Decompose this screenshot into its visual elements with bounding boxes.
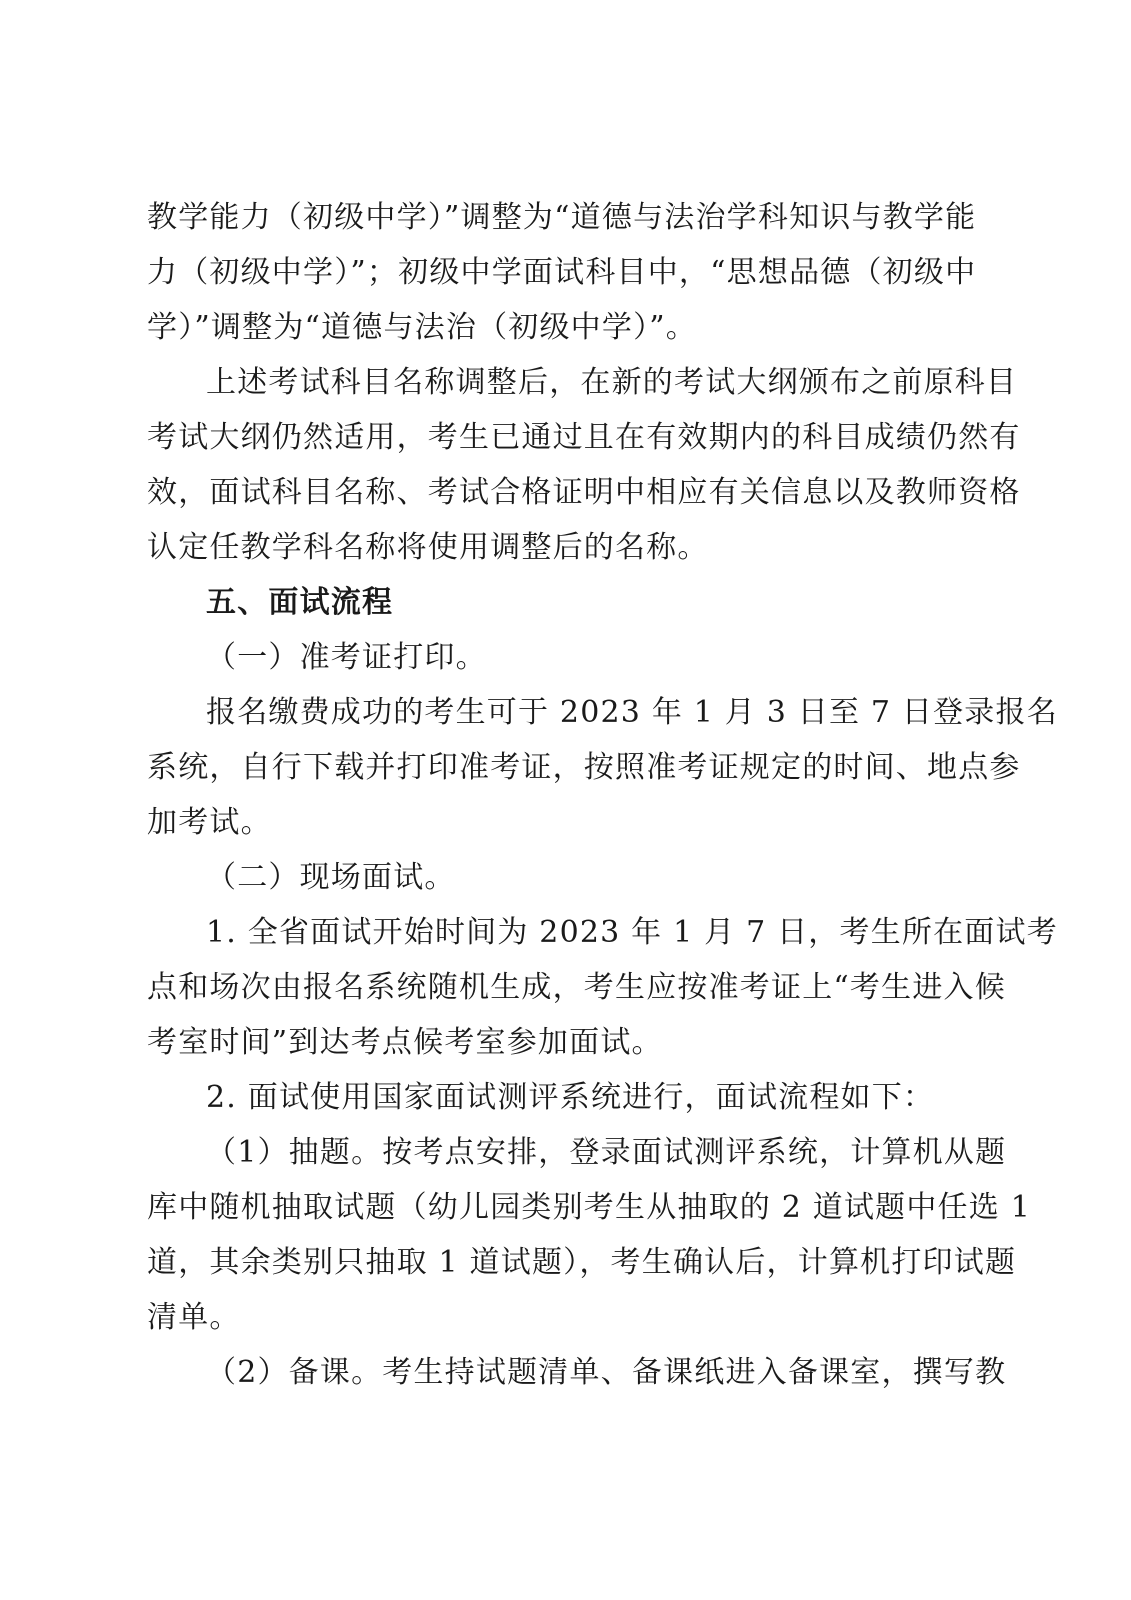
text-line: 道，其余类别只抽取 1 道试题），考生确认后，计算机打印试题 [147,1245,1017,1280]
text-line: 认定任教学科名称将使用调整后的名称。 [147,530,709,565]
paragraph-start-line: （1）抽题。按考点安排，登录面试测评系统，计算机从题 [206,1135,1007,1170]
text-line: 力（初级中学）”；初级中学面试科目中，“思想品德（初级中 [147,255,977,290]
subsection-heading: （一）准考证打印。 [206,640,487,675]
text-line: 考试大纲仍然适用，考生已通过且在有效期内的科目成绩仍然有 [147,420,1021,455]
section-heading: 五、面试流程 [206,585,394,620]
paragraph-start-line: 上述考试科目名称调整后，在新的考试大纲颁布之前原科目 [206,365,1018,400]
text-line: 加考试。 [147,805,272,840]
text-line: 教学能力（初级中学）”调整为“道德与法治学科知识与教学能 [147,200,977,235]
text-line: 点和场次由报名系统随机生成，考生应按准考证上“考生进入候 [147,970,1006,1005]
text-line: 效，面试科目名称、考试合格证明中相应有关信息以及教师资格 [147,475,1021,510]
subsection-heading: （二）现场面试。 [206,860,456,895]
text-line: 学）”调整为“道德与法治（初级中学）”。 [147,310,698,345]
paragraph-start-line: 2. 面试使用国家面试测评系统进行，面试流程如下： [206,1080,935,1115]
paragraph-start-line: （2）备课。考生持试题清单、备课纸进入备课室，撰写教 [206,1355,1007,1390]
text-line: 清单。 [147,1300,241,1335]
text-line: 考室时间”到达考点候考室参加面试。 [147,1025,663,1060]
paragraph-start-line: 1. 全省面试开始时间为 2023 年 1 月 7 日，考生所在面试考 [206,915,1058,950]
paragraph-start-line: 报名缴费成功的考生可于 2023 年 1 月 3 日至 7 日登录报名 [206,695,1058,730]
text-line: 库中随机抽取试题（幼儿园类别考生从抽取的 2 道试题中任选 1 [147,1190,1031,1225]
text-line: 系统，自行下载并打印准考证，按照准考证规定的时间、地点参 [147,750,1021,785]
